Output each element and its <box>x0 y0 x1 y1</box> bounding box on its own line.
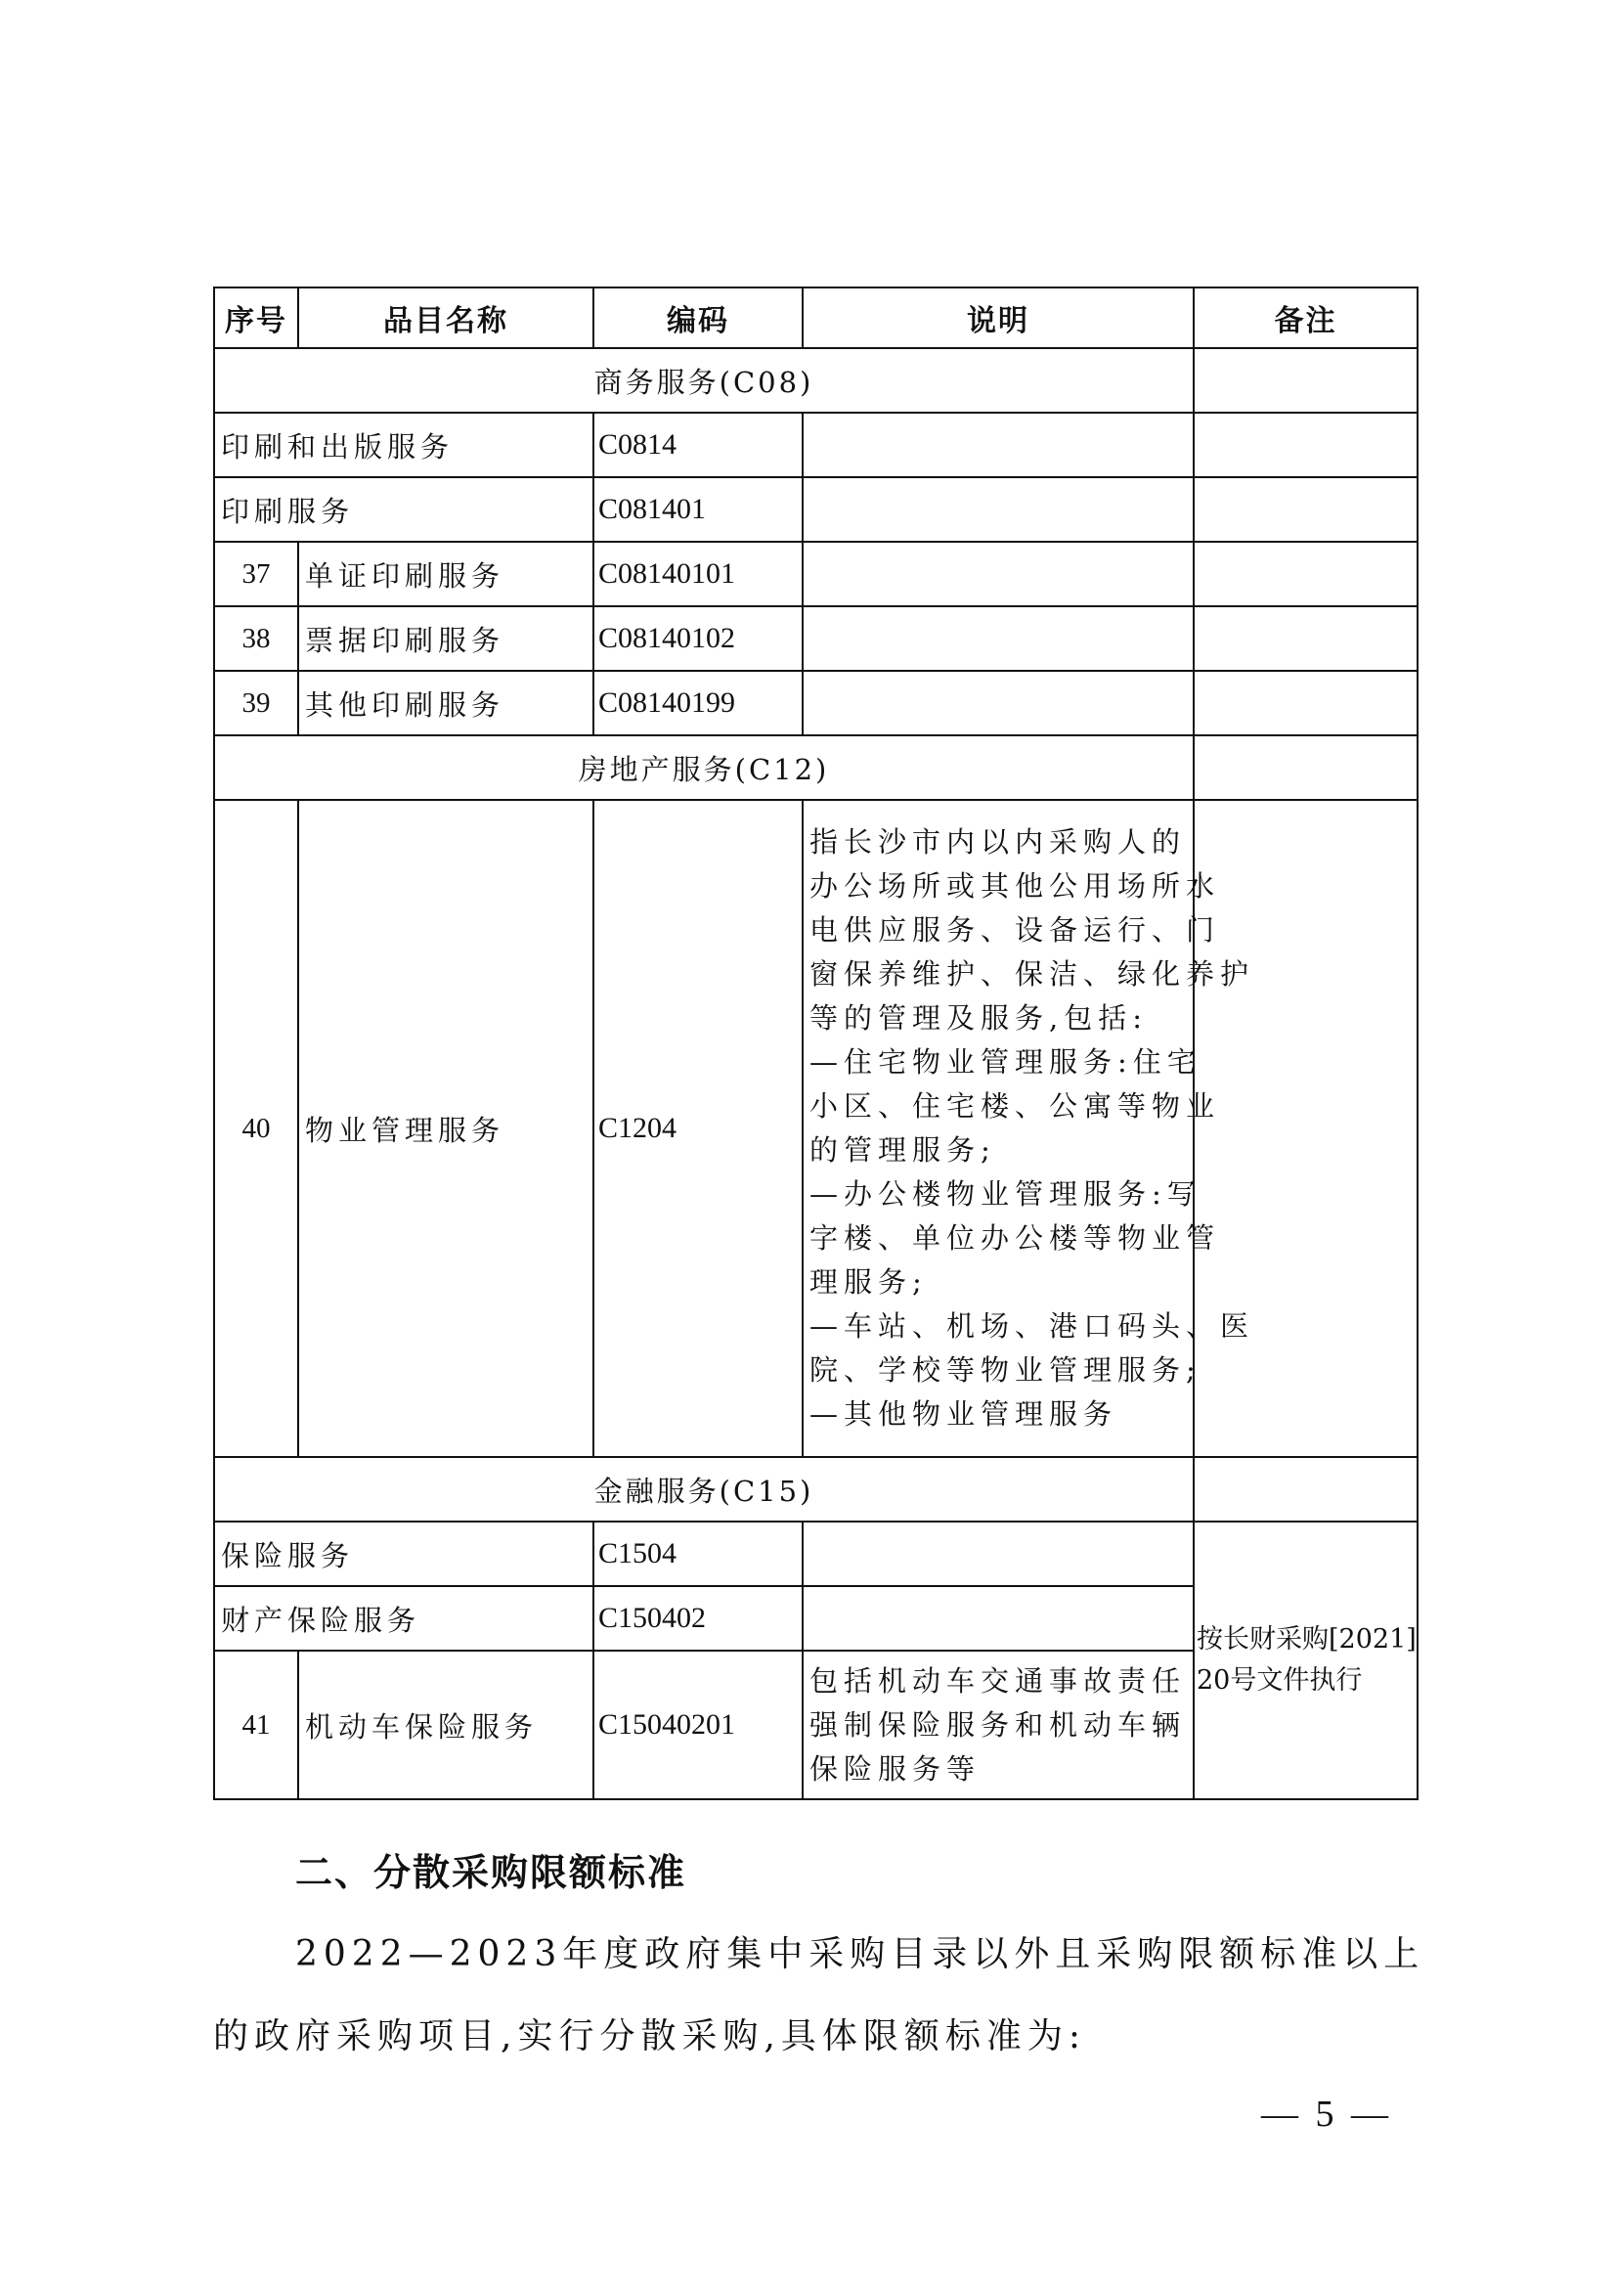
remark-merged-cell <box>1194 1522 1418 1799</box>
table-row <box>214 1522 1418 1586</box>
item-no: 39 <box>214 671 298 735</box>
item-name: 财产保险服务 <box>214 1586 593 1651</box>
section-heading: 二、分散采购限额标准 <box>295 1851 687 1894</box>
section-row-c15 <box>214 1457 1418 1522</box>
item-no: 38 <box>214 606 298 671</box>
section-title: 商务服务(C08) <box>214 348 1194 413</box>
item-desc <box>803 413 1194 477</box>
item-code: C1204 <box>593 800 803 1457</box>
header-no: 序号 <box>214 287 298 348</box>
desc-line: 理服务; <box>809 1265 928 1299</box>
item-code: C08140199 <box>593 671 803 735</box>
item-name: 保险服务 <box>214 1522 593 1586</box>
desc-line: 小区、住宅楼、公寓等物业 <box>809 1089 1221 1123</box>
section-title: 金融服务(C15) <box>214 1457 1194 1522</box>
item-code: C0814 <box>593 413 803 477</box>
item-desc <box>803 542 1194 606</box>
table-row <box>214 413 1418 477</box>
remark-cell <box>1194 606 1418 671</box>
item-code: C08140101 <box>593 542 803 606</box>
desc-line: 窗保养维护、保洁、绿化养护 <box>809 957 1255 991</box>
table-row <box>214 542 1418 606</box>
item-desc <box>803 1586 1194 1651</box>
item-code: C1504 <box>593 1522 803 1586</box>
desc-line: —住宅物业管理服务:住宅 <box>809 1045 1201 1079</box>
item-name: 印刷服务 <box>214 477 593 542</box>
desc-line: 字楼、单位办公楼等物业管 <box>809 1221 1221 1255</box>
remark-cell <box>1194 735 1418 800</box>
remark-cell <box>1194 413 1418 477</box>
paragraph-line: 的政府采购项目,实行分散采购,具体限额标准为: <box>213 2016 1087 2056</box>
item-desc <box>803 1522 1194 1586</box>
desc-line: 的管理服务; <box>809 1133 996 1167</box>
item-desc <box>803 477 1194 542</box>
item-desc <box>803 606 1194 671</box>
item-desc <box>803 671 1194 735</box>
desc-line: 电供应服务、设备运行、门 <box>809 913 1221 947</box>
remark-cell <box>1194 477 1418 542</box>
desc-line: 强制保险服务和机动车辆 <box>809 1707 1187 1742</box>
item-name: 其他印刷服务 <box>298 671 593 735</box>
item-name: 印刷和出版服务 <box>214 413 593 477</box>
desc-line: —办公楼物业管理服务:写 <box>809 1177 1201 1211</box>
remark-cell <box>1194 671 1418 735</box>
desc-line: 办公场所或其他公用场所水 <box>809 869 1221 903</box>
item-desc <box>803 800 1255 1457</box>
section-title: 房地产服务(C12) <box>214 735 1194 800</box>
desc-line: 包括机动车交通事故责任 <box>809 1663 1187 1698</box>
remark-line: 按长财采购[2021] <box>1197 1624 1417 1655</box>
desc-line: 等的管理及服务,包括: <box>809 1001 1148 1035</box>
item-code: C15040201 <box>593 1651 803 1799</box>
desc-line: —车站、机场、港口码头、医 <box>809 1309 1255 1343</box>
remark-cell <box>1194 1457 1418 1522</box>
item-name: 单证印刷服务 <box>298 542 593 606</box>
procurement-catalog-table <box>213 287 1419 1800</box>
header-desc: 说明 <box>803 287 1194 348</box>
item-no: 41 <box>214 1651 298 1799</box>
remark-cell <box>1194 800 1418 1457</box>
paragraph-line: 2022—2023年度政府集中采购目录以外且采购限额标准以上 <box>295 1934 1425 1974</box>
desc-line: 院、学校等物业管理服务; <box>809 1353 1201 1387</box>
desc-line: 保险服务等 <box>809 1751 982 1786</box>
header-remark: 备注 <box>1194 287 1418 348</box>
item-name: 票据印刷服务 <box>298 606 593 671</box>
table-row <box>214 606 1418 671</box>
section-row-c08 <box>214 348 1418 413</box>
item-no: 40 <box>214 800 298 1457</box>
item-code: C150402 <box>593 1586 803 1651</box>
remark-cell <box>1194 542 1418 606</box>
item-name: 机动车保险服务 <box>298 1651 593 1799</box>
item-name: 物业管理服务 <box>298 800 593 1457</box>
table-row <box>214 671 1418 735</box>
item-code: C081401 <box>593 477 803 542</box>
item-desc <box>803 1651 1194 1799</box>
table-row <box>214 800 1418 1457</box>
desc-line: —其他物业管理服务 <box>809 1397 1118 1431</box>
table-row <box>214 477 1418 542</box>
item-no: 37 <box>214 542 298 606</box>
remark-cell <box>1194 348 1418 413</box>
remark-line: 20号文件执行 <box>1197 1665 1363 1696</box>
header-code: 编码 <box>593 287 803 348</box>
section-row-c12 <box>214 735 1418 800</box>
header-name: 品目名称 <box>298 287 593 348</box>
desc-line: 指长沙市内以内采购人的 <box>809 825 1187 859</box>
item-code: C08140102 <box>593 606 803 671</box>
table-header-row <box>214 287 1418 348</box>
page-number: — 5 — <box>1261 2094 1392 2135</box>
